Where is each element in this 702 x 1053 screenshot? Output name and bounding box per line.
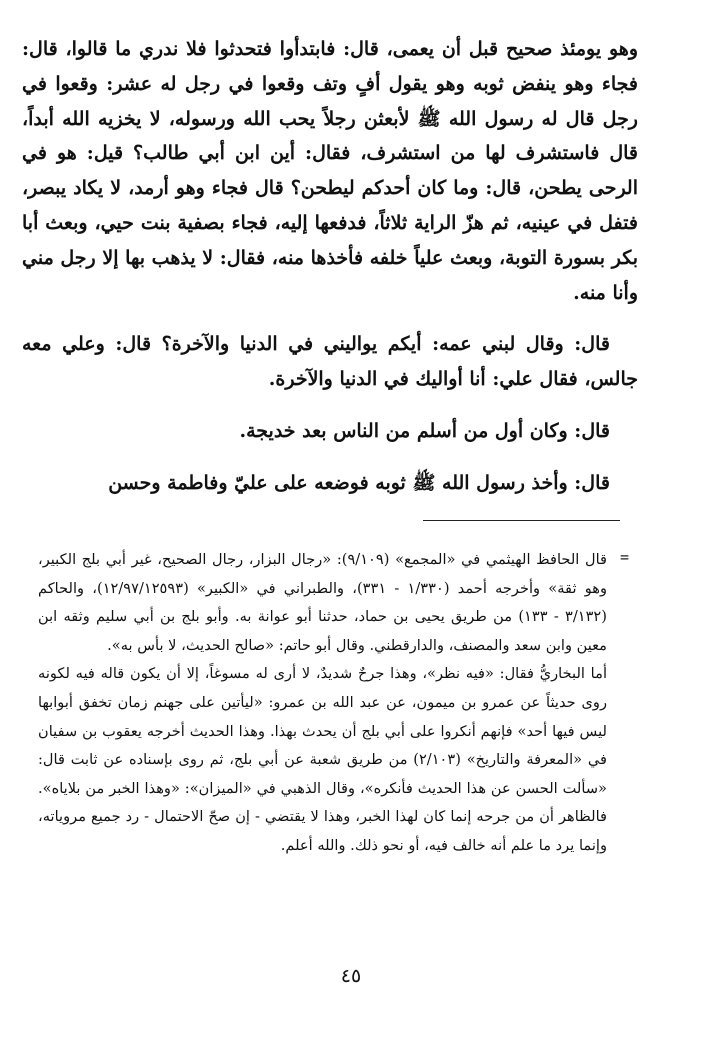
paragraph-4: قال: وأخذ رسول الله ﷺ ثوبه فوضعه على عليّ وفاطمة وحسن [108, 471, 610, 494]
footnote-separator [423, 520, 620, 521]
footnote-text: قال الحافظ الهيثمي في «المجمع» (٩/١٠٩): «رجال البزار، رجال الصحيح، غير أبي بلج الكبير، وهو ثقة» وأخرجه أحمد (١/٣٣٠ - ٣٣١)، والطبراني في «الكبير» (١٢/٩٧/١٢٥٩٣)، والحاكم (٣/١٣٢ - ١٣٣) من طريق يحيى بن حماد، حدثنا أبو عوانة به. وأبو بلج بن أبي سليم وثقه ابن معين وابن سعد والمصنف، والدارقطني. وقال أبو حاتم: «صالح الحديث، لا بأس به». [38, 551, 607, 654]
paragraph-2: قال: وقال لبني عمه: أيكم يواليني في الدنيا والآخرة؟ قال: وعلي معه جالس، فقال علي: أنا أواليك في الدنيا والآخرة. [22, 333, 638, 391]
footnote-continuation-marker: = [620, 548, 630, 566]
paragraph-3: قال: وكان أول من أسلم من الناس بعد خديجة. [239, 419, 610, 442]
footnote [38, 546, 607, 861]
page-number: ٤٥ [340, 965, 362, 987]
main-text [22, 32, 638, 501]
footnote-text-2: أما البخاريُّ فقال: «فيه نظر»، وهذا جرحٌ شديدٌ، لا أرى له مسوغاً، إلا أن يكون قاله فيه لكونه روى حديثاً عن عمرو بن ميمون، عن عبد الله بن عمرو: «ليأتين على جهنم زمان تخفق أبوابها ليس فيها أحد» فإنهم أنكروا على أبي بلج أن يحدث بهذا. وهذا الحديث أخرجه يعقوب بن سفيان في «المعرفة والتاريخ» (٢/١٠٣) من طريق شعبة عن أبي بلج، ثم روى بإسناده عن ثابت قال: «سألت الحسن عن هذا الحديث فأنكره»، وقال الذهبي في «الميزان»: «وهذا الخبر من بلاياه». فالظاهر أن من جرحه إنما كان لهذا الخبر، وهذا لا يقتضي - إن صحّ الاحتمال - رد جميع مروياته، وإنما يرد ما علم أنه خالف فيه، أو نحو ذلك. والله أعلم. [38, 665, 607, 854]
paragraph-1: وهو يومئذ صحيح قبل أن يعمى، قال: فابتدأوا فتحدثوا فلا ندري ما قالوا، قال: فجاء وهو ينفض ثوبه وهو يقول أفٍ وتف وقعوا في رجل له عشر: وقعوا في رجل قال له رسول الله ﷺ لأبعثن رجلاً يحب الله ورسوله، لا يخزيه الله أبداً، قال فاستشرف لها من استشرف، فقال: أين ابن أبي طالب؟ قيل: هو في الرحى يطحن، قال: وما كان أحدكم ليطحن؟ قال فجاء وهو أرمد، لا يكاد يبصر، فتفل في عينيه، ثم هزّ الراية ثلاثاً، فدفعها إليه، فجاء بصفية بنت حيي، وبعث أبا بكر بسورة التوبة، وبعث علياً خلفه فأخذها منه، فقال: لا يذهب بها إلا رجل مني وأنا منه. [22, 38, 638, 304]
